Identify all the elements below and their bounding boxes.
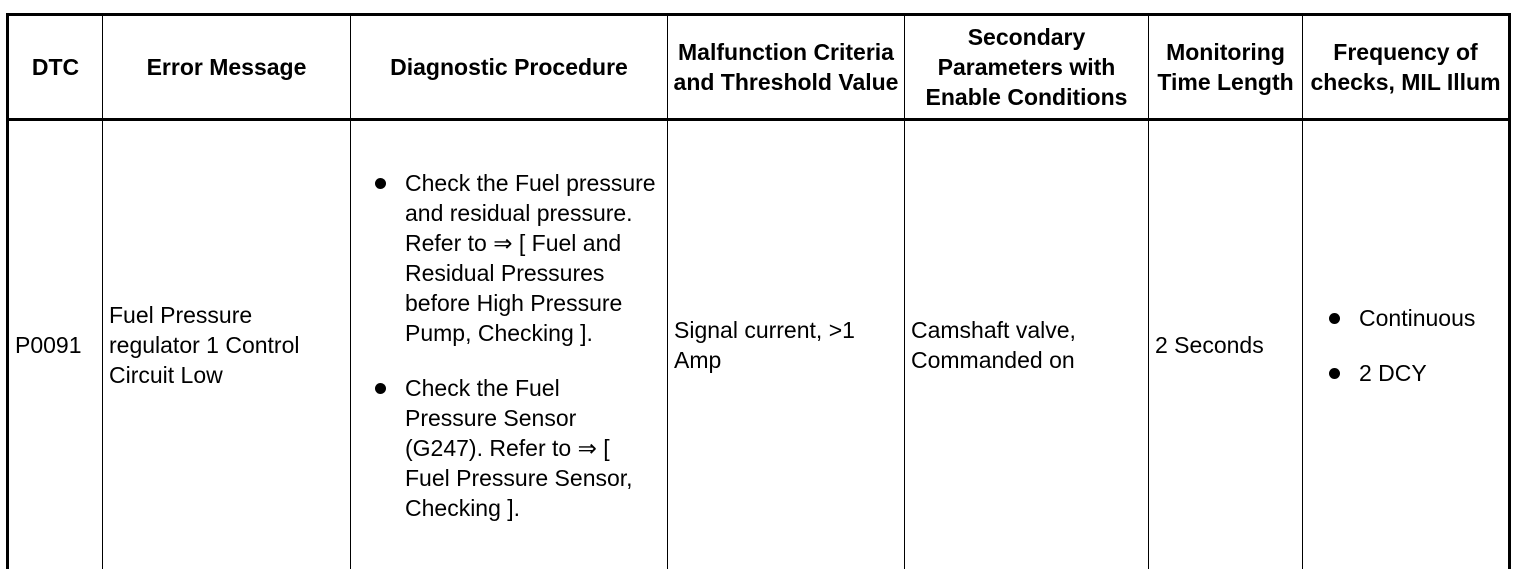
frequency-item (1325, 358, 1502, 388)
header-dtc: DTC (8, 15, 103, 120)
frequency-item (1325, 303, 1502, 333)
procedure-list (371, 168, 657, 523)
cell-malfunction-criteria: Signal current, >1 Amp (668, 120, 905, 570)
bullet-icon (1329, 313, 1340, 324)
procedure-item (371, 373, 657, 523)
cell-secondary-parameters: Camshaft valve, Commanded on (905, 120, 1149, 570)
cell-monitoring-time: 2 Seconds (1149, 120, 1303, 570)
cell-dtc-code: P0091 (8, 120, 103, 570)
header-monitoring-time: Monitoring Time Length (1149, 15, 1303, 120)
bullet-icon (375, 383, 386, 394)
frequency-text: 2 DCY (1359, 359, 1427, 386)
table-row (8, 120, 1510, 570)
frequency-text: Continuous (1359, 304, 1476, 331)
header-diagnostic-procedure: Diagnostic Procedure (351, 15, 668, 120)
header-frequency: Frequency of checks, MIL Illum (1303, 15, 1510, 120)
procedure-text: Check the Fuel Pressure Sensor (G247). Refer to ⇒ [ Fuel Pressure Sensor, Checking ]. (405, 374, 633, 521)
dtc-table (6, 13, 1511, 569)
header-secondary-parameters: Secondary Parameters with Enable Conditions (905, 15, 1149, 120)
cell-frequency (1303, 120, 1510, 570)
procedure-item (371, 168, 657, 348)
frequency-list (1325, 303, 1502, 388)
procedure-text: Check the Fuel pressure and residual pressure. Refer to ⇒ [ Fuel and Residual Pressures before High Pressure Pump, Checking ]. (405, 169, 656, 346)
header-row (8, 15, 1510, 120)
header-malfunction-criteria: Malfunction Criteria and Threshold Value (668, 15, 905, 120)
bullet-icon (375, 178, 386, 189)
header-error-message: Error Message (103, 15, 351, 120)
bullet-icon (1329, 368, 1340, 379)
cell-error-message: Fuel Pressure regulator 1 Control Circuit Low (103, 120, 351, 570)
cell-diagnostic-procedure (351, 120, 668, 570)
